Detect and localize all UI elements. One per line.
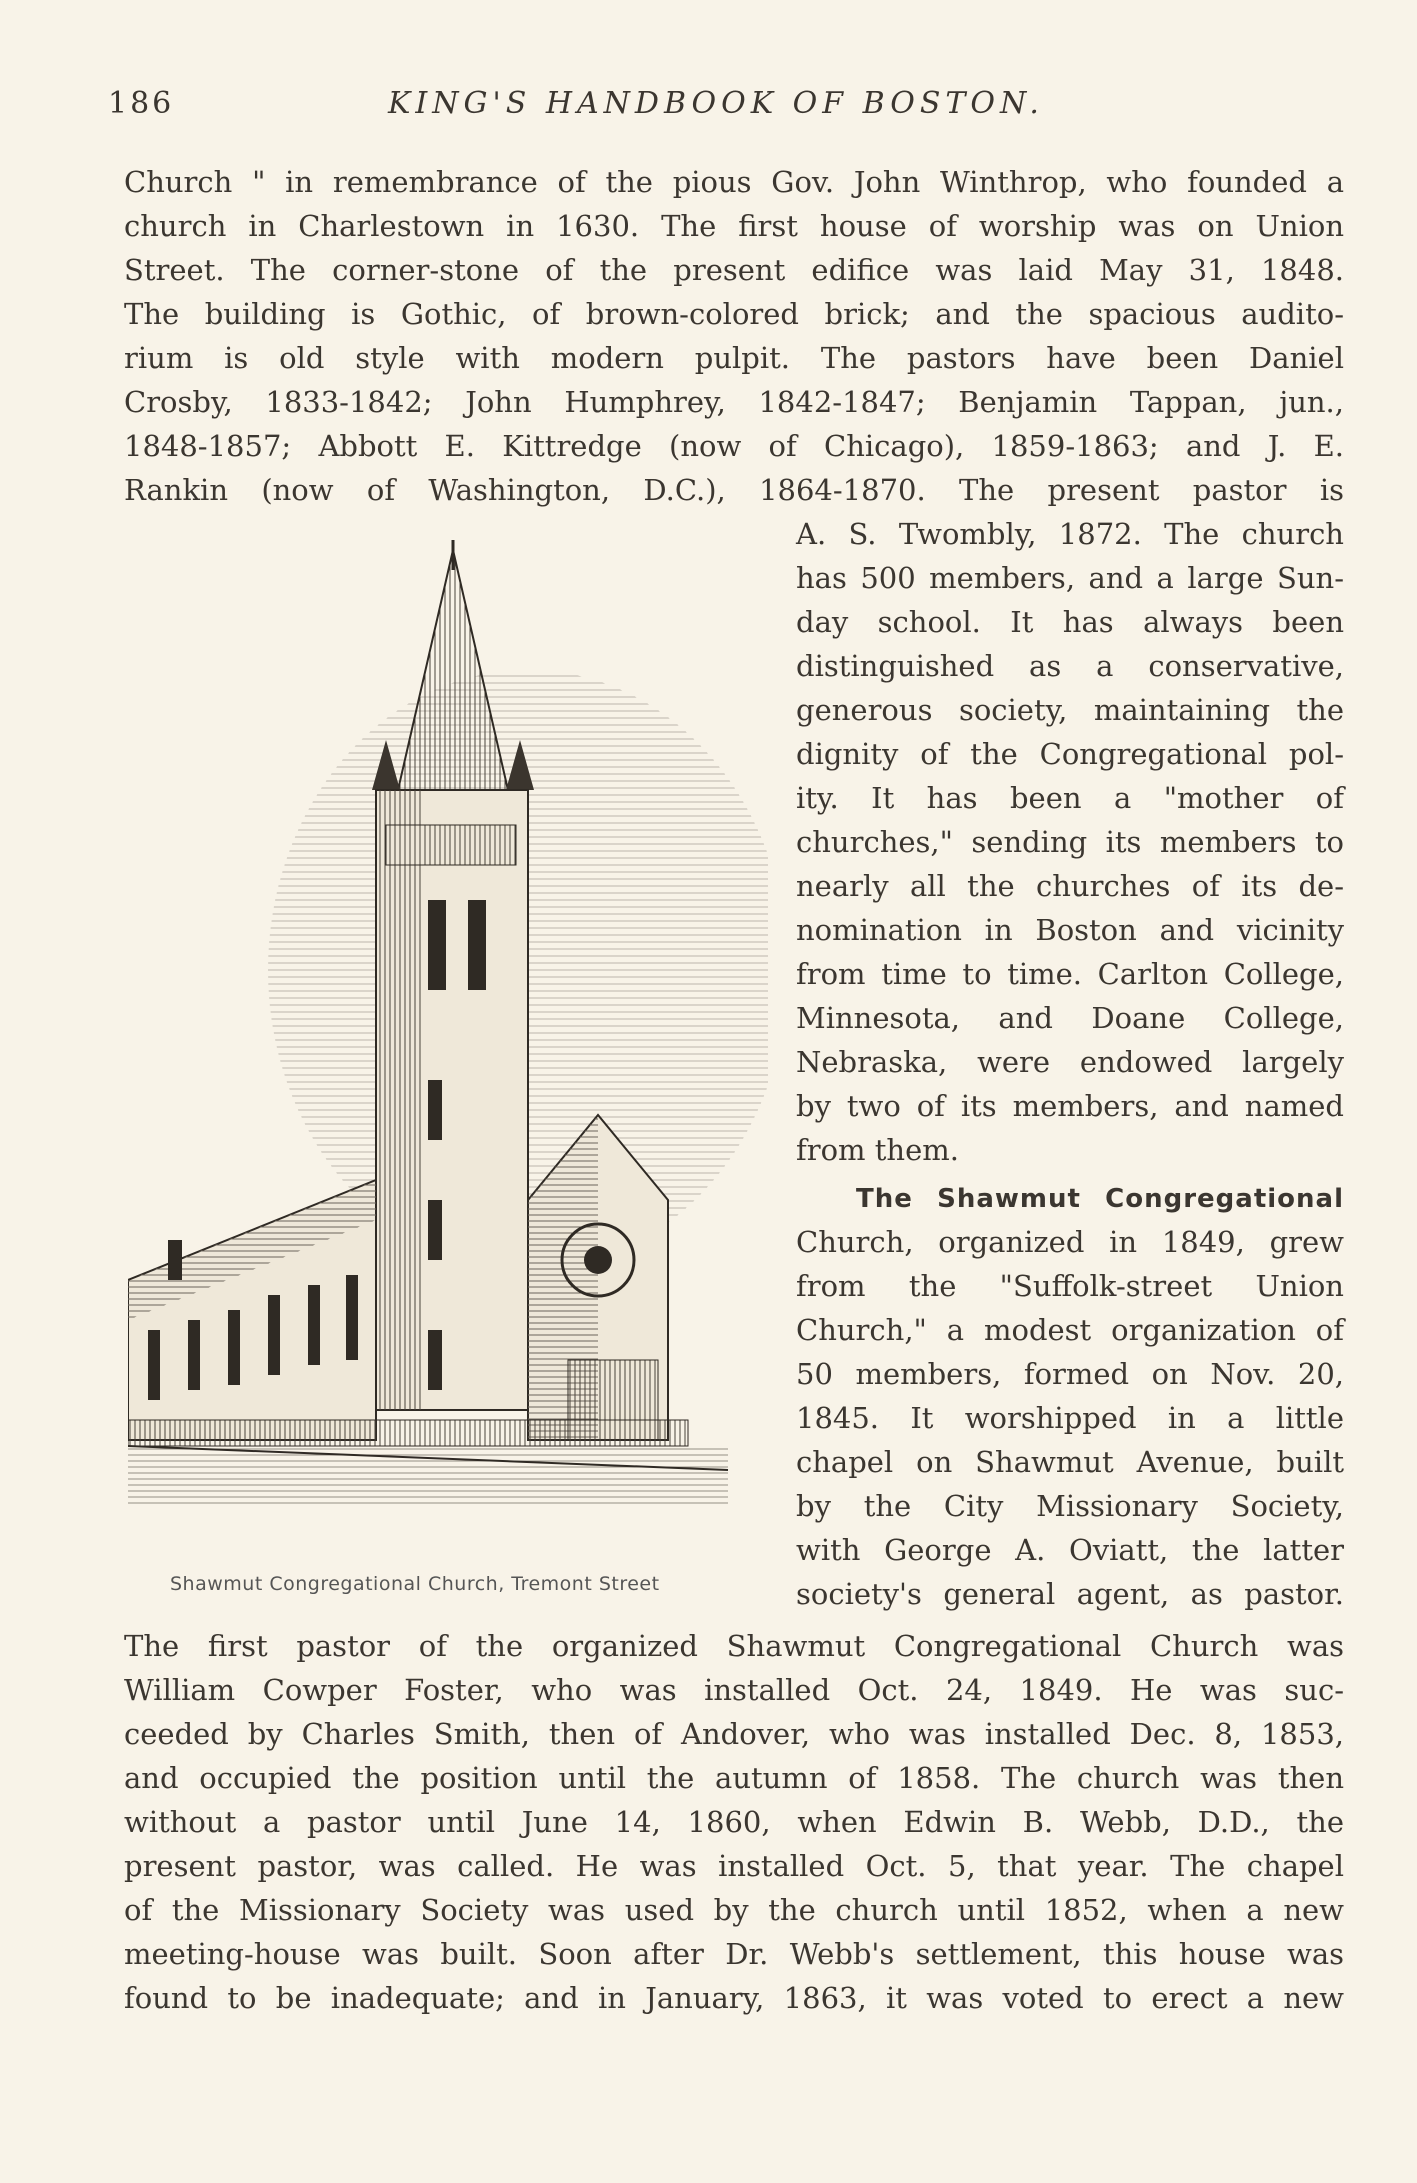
text-line: dignity of the Congregational pol- xyxy=(796,737,1344,771)
text-line: found to be inadequate; and in January, 1863, it was voted to erect a new xyxy=(124,1981,1344,2015)
text-line: Minnesota, and Doane College, xyxy=(796,1001,1344,1035)
text-line: Rankin (now of Washington, D.C.), 1864-1870. The present pastor is xyxy=(124,473,1344,507)
text-line: nomination in Boston and vicinity xyxy=(796,913,1344,947)
text-line: The first pastor of the organized Shawmut Congregational Church was xyxy=(124,1629,1344,1663)
text-line: by the City Missionary Society, xyxy=(796,1489,1344,1523)
text-line: Nebraska, were endowed largely xyxy=(796,1045,1344,1079)
text-line: without a pastor until June 14, 1860, when Edwin B. Webb, D.D., the xyxy=(124,1805,1344,1839)
text-line: Crosby, 1833-1842; John Humphrey, 1842-1847; Benjamin Tappan, jun., xyxy=(124,385,1344,419)
text-line: society's general agent, as pastor. xyxy=(796,1577,1344,1611)
text-line: rium is old style with modern pulpit. The pastors have been Daniel xyxy=(124,341,1344,375)
text-line: day school. It has always been xyxy=(796,605,1344,639)
text-line: present pastor, was called. He was installed Oct. 5, that year. The chapel xyxy=(124,1849,1344,1883)
text-line: church in Charlestown in 1630. The first house of worship was on Union xyxy=(124,209,1344,243)
text-line: nearly all the churches of its de- xyxy=(796,869,1344,903)
text-line: from them. xyxy=(796,1133,959,1167)
text-line: from the "Suffolk-street Union xyxy=(796,1269,1344,1303)
text-line: churches," sending its members to xyxy=(796,825,1344,859)
running-title: KING'S HANDBOOK OF BOSTON. xyxy=(388,86,1044,121)
text-line: has 500 members, and a large Sun- xyxy=(796,561,1344,595)
text-line: A. S. Twombly, 1872. The church xyxy=(796,517,1344,551)
text-line: Church," a modest organization of xyxy=(796,1313,1344,1347)
text-line: Church, organized in 1849, grew xyxy=(796,1225,1344,1259)
text-line: chapel on Shawmut Avenue, built xyxy=(796,1445,1344,1479)
text-line: 50 members, formed on Nov. 20, xyxy=(796,1357,1344,1391)
text-line: William Cowper Foster, who was installed Oct. 24, 1849. He was suc- xyxy=(124,1673,1344,1707)
section-heading: The Shawmut Congregational xyxy=(856,1184,1344,1214)
church-engraving xyxy=(128,540,768,1562)
figure-caption: Shawmut Congregational Church, Tremont Street xyxy=(170,1573,660,1595)
text-line: The building is Gothic, of brown-colored brick; and the spacious audito- xyxy=(124,297,1344,331)
text-line: with George A. Oviatt, the latter xyxy=(796,1533,1344,1567)
text-line: 1848-1857; Abbott E. Kittredge (now of Chicago), 1859-1863; and J. E. xyxy=(124,429,1344,463)
text-line: from time to time. Carlton College, xyxy=(796,957,1344,991)
text-line: generous society, maintaining the xyxy=(796,693,1344,727)
text-line: of the Missionary Society was used by the church until 1852, when a new xyxy=(124,1893,1344,1927)
text-line: ceeded by Charles Smith, then of Andover, who was installed Dec. 8, 1853, xyxy=(124,1717,1344,1751)
text-line: by two of its members, and named xyxy=(796,1089,1344,1123)
text-line: and occupied the position until the autumn of 1858. The church was then xyxy=(124,1761,1344,1795)
text-line: meeting-house was built. Soon after Dr. Webb's settlement, this house was xyxy=(124,1937,1344,1971)
text-line: Church " in remembrance of the pious Gov. John Winthrop, who founded a xyxy=(124,165,1344,199)
text-line: Street. The corner-stone of the present edifice was laid May 31, 1848. xyxy=(124,253,1344,287)
page-number: 186 xyxy=(108,86,175,121)
text-line: 1845. It worshipped in a little xyxy=(796,1401,1344,1435)
text-line: ity. It has been a "mother of xyxy=(796,781,1344,815)
text-line: distinguished as a conservative, xyxy=(796,649,1344,683)
page-header xyxy=(108,86,1338,136)
